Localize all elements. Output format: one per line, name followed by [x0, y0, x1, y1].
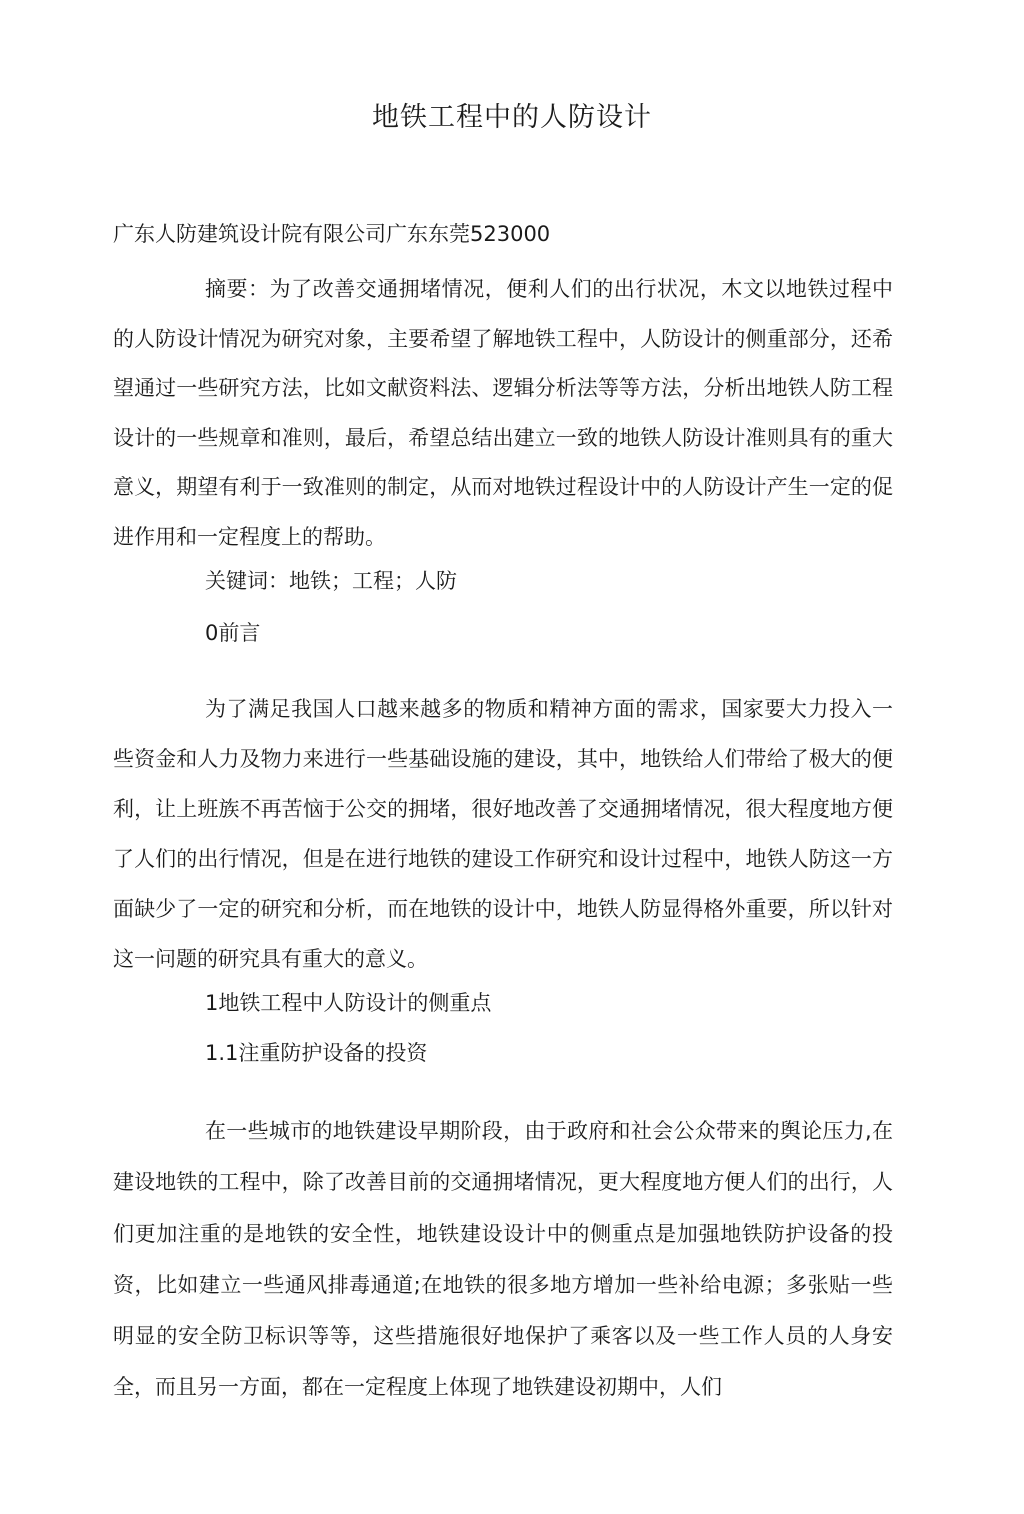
section-0-heading: 0前言	[205, 621, 261, 645]
section-1-heading-block	[113, 985, 893, 1021]
keywords-line: 关键词：地铁；工程；人防	[205, 569, 457, 593]
abstract-paragraph: 摘要：为了改善交通拥堵情况，便利人们的出行状况，木文以地铁过程中的人防设计情况为研究对象，主要希望了解地铁工程中，人防设计的侧重部分，还希望通过一些研究方法，比如文献资料法、逻辑分析法等等方法，分析出地铁人防工程设计的一些规章和准则，最后，希望总结出建立一致的地铁人防设计准则具有的重大意义，期望有利于一致准则的制定，从而对地铁过程设计中的人防设计产生一定的促进作用和一定程度上的帮助。	[113, 277, 893, 549]
section-1-heading: 1地铁工程中人防设计的侧重点	[205, 991, 492, 1015]
section-1-1-heading: 1.1注重防护设备的投资	[205, 1041, 428, 1065]
document-title: 地铁工程中的人防设计	[372, 102, 652, 133]
abstract-block	[113, 265, 893, 562]
keywords-block	[113, 563, 893, 599]
section-1-1-body-block	[113, 1106, 893, 1414]
section-1-1-paragraph: 在一些城市的地铁建设早期阶段，由于政府和社会公众带来的舆论压力,在建设地铁的工程中，除了改善目前的交通拥堵情况，更大程度地方便人们的出行，人们更加注重的是地铁的安全性，地铁建设设计中的侧重点是加强地铁防护设备的投资，比如建立一些通风排毒通道;在地铁的很多地方增加一些补给电源；多张贴一些明显的安全防卫标识等等，这些措施很好地保护了乘客以及一些工作人员的人身安全，而且另一方面，都在一定程度上体现了地铁建设初期中，人们	[113, 1119, 893, 1400]
section-1-1-heading-block	[113, 1035, 893, 1071]
author-affiliation: 广东人防建筑设计院有限公司广东东莞523000	[113, 222, 551, 246]
section-0-body-block	[113, 684, 893, 984]
section-0-heading-block	[113, 615, 893, 651]
section-0-paragraph: 为了满足我国人口越来越多的物质和精神方面的需求，国家要大力投入一些资金和人力及物力来进行一些基础设施的建设，其中，地铁给人们带给了极大的便利，让上班族不再苦恼于公交的拥堵，很好地改善了交通拥堵情况，很大程度地方便了人们的出行情况，但是在进行地铁的建设工作研究和设计过程中，地铁人防这一方面缺少了一定的研究和分析，而在地铁的设计中，地铁人防显得格外重要，所以针对这一问题的研究具有重大的意义。	[113, 697, 893, 971]
